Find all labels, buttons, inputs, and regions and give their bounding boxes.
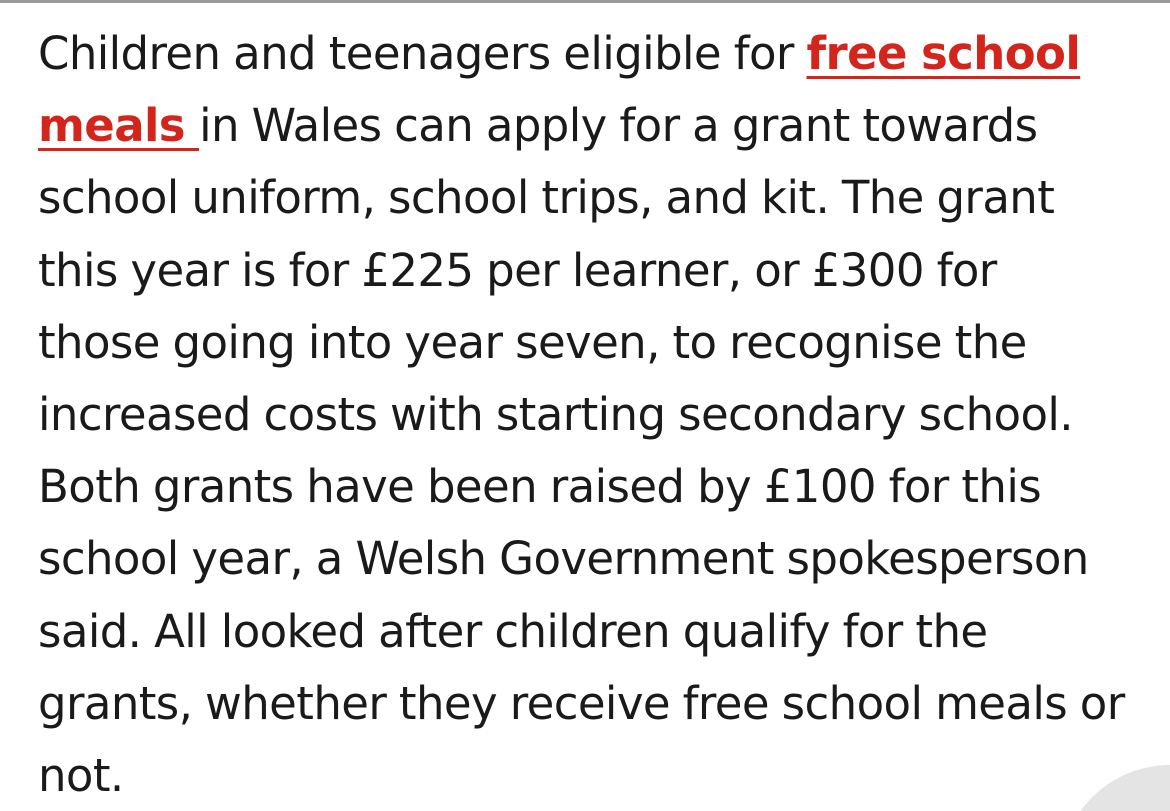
paragraph-text-start: Children and teenagers eligible for <box>38 27 807 80</box>
free-school-meals-link[interactable]: free school meals <box>38 27 1081 153</box>
paragraph-text-rest: in Wales can apply for a grant towards school uniform, school trips, and kit. The grant this year is for £225 per learner, or £300 for those going into year seven, to recognise the increased costs with starting secondary school. Both grants have been raised by £100 for this school year, a Welsh Government spokesperson said. All looked after children qualify for the grants, whether they receive free school meals or not. <box>38 99 1125 803</box>
article-paragraph <box>38 18 1128 811</box>
top-divider <box>0 0 1170 3</box>
